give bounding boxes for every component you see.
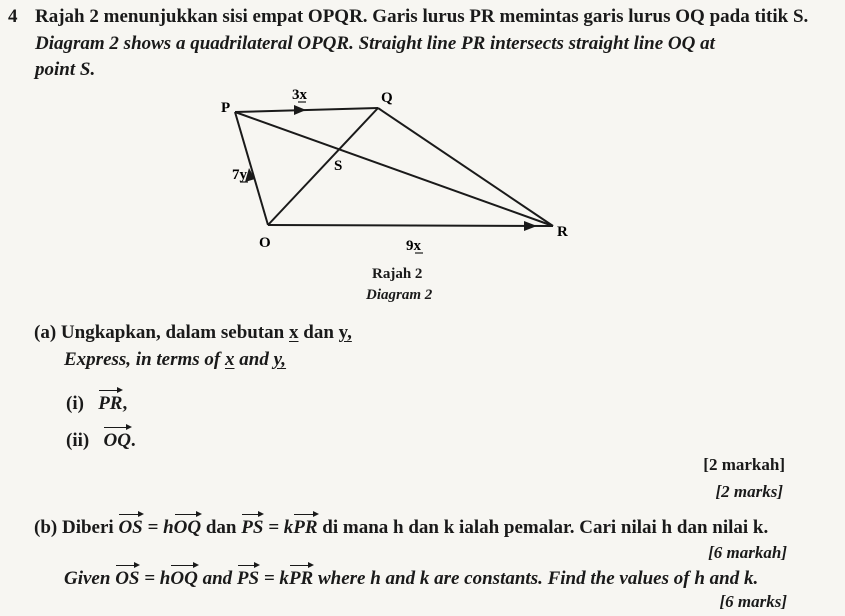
part-a-marks-english: [2 marks] xyxy=(715,482,783,501)
part-a-marks-malay: [2 markah] xyxy=(703,455,785,474)
intro-english-line2: point S. xyxy=(35,59,96,80)
part-a-ii: (ii) OQ. xyxy=(66,425,136,452)
part-b-marks-english: [6 marks] xyxy=(719,592,787,611)
label-r: R xyxy=(557,224,568,240)
diagram-caption-english: Diagram 2 xyxy=(366,287,433,303)
part-b-marks-malay: [6 markah] xyxy=(708,543,787,562)
edge-pq xyxy=(235,108,378,112)
label-q: Q xyxy=(381,90,393,106)
label-s: S xyxy=(334,158,343,174)
label-9x: 9x xyxy=(406,238,421,254)
label-p: P xyxy=(221,100,231,116)
diagram-caption-malay: Rajah 2 xyxy=(372,266,423,282)
label-o: O xyxy=(259,235,271,251)
part-b-english: Given OS = hOQ and PS = kPR where h and k are constants. Find the values of h and k. xyxy=(64,563,758,590)
label-3x: 3x xyxy=(292,87,307,103)
part-a-english: Express, in terms of x and y, xyxy=(64,349,287,370)
part-a-malay: (a) Ungkapkan, dalam sebutan x dan y, xyxy=(34,322,352,343)
label-7y: 7y xyxy=(232,167,247,183)
edge-qr xyxy=(378,108,553,226)
vector-oq: OQ xyxy=(103,425,130,450)
part-a-i: (i) PR, xyxy=(66,388,127,415)
arrow-pq xyxy=(294,105,306,115)
edge-oq xyxy=(268,108,378,225)
part-b-malay: (b) Diberi OS = hOQ dan PS = kPR di mana h dan k ialah pemalar. Cari nilai h dan nilai k. xyxy=(34,512,768,539)
arrow-or xyxy=(524,221,537,231)
intro-english-line1: Diagram 2 shows a quadrilateral OPQR. Straight line PR intersects straight line OQ at xyxy=(35,33,715,54)
vector-pr: PR xyxy=(98,388,122,413)
intro-malay: Rajah 2 menunjukkan sisi empat OPQR. Garis lurus PR memintas garis lurus OQ pada titik S. xyxy=(35,6,809,27)
edge-or xyxy=(268,225,553,226)
question-number: 4 xyxy=(8,6,18,27)
